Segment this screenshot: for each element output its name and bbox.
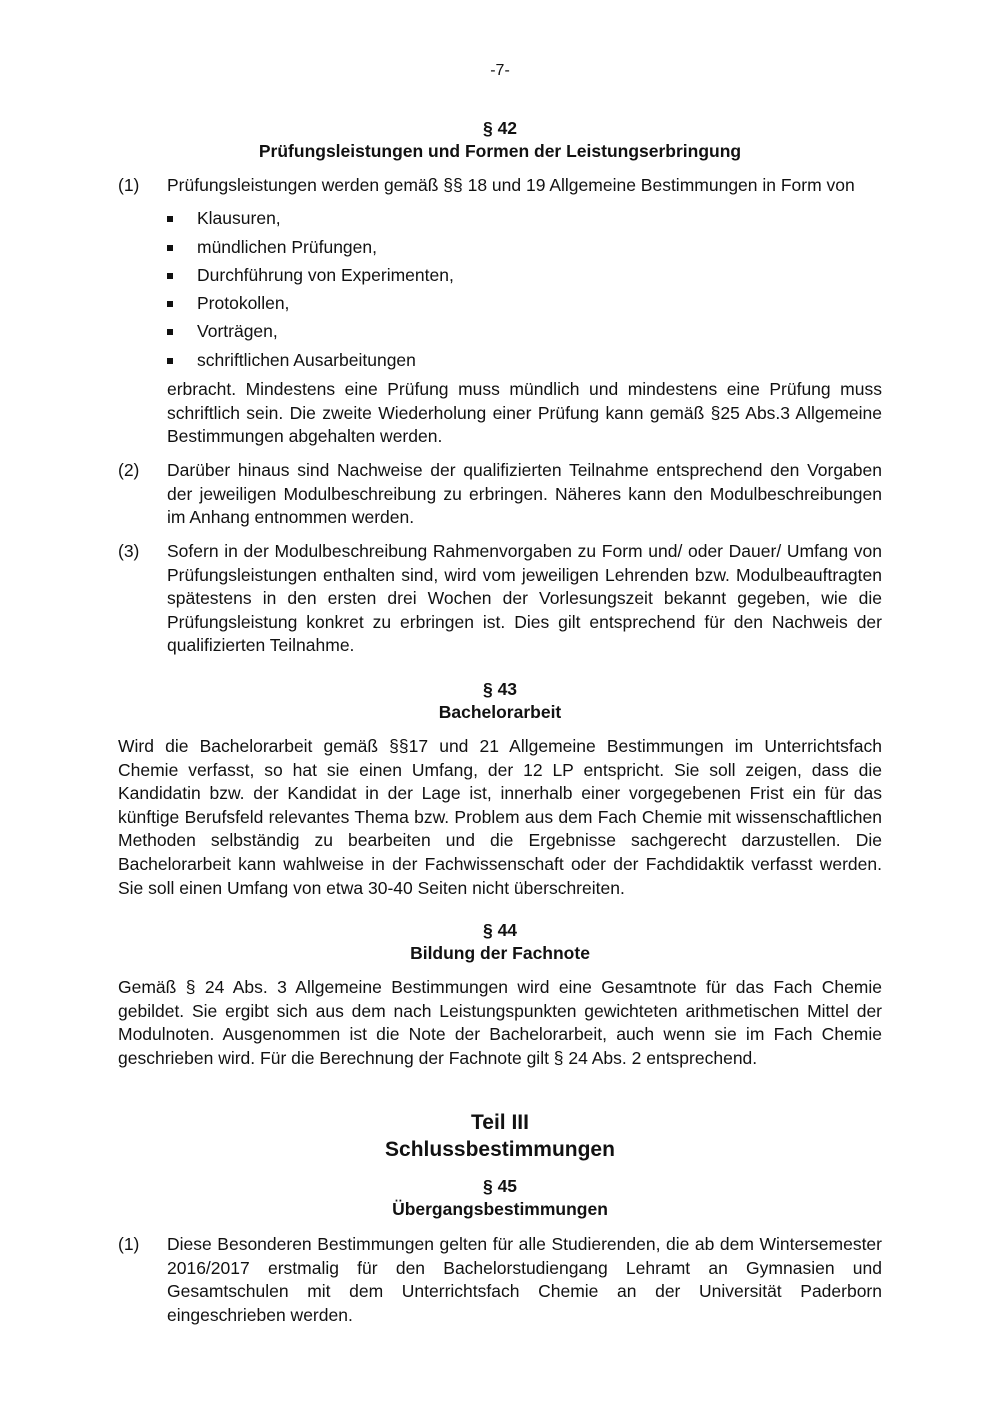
bullet-icon <box>167 216 173 222</box>
s42-p1-number: (1) <box>118 175 140 195</box>
s45-p1-number: (1) <box>118 1234 140 1254</box>
s42-p2-number: (2) <box>118 460 140 480</box>
list-item-text: Klausuren, <box>197 208 281 228</box>
section-44-number: § 44 <box>482 920 518 940</box>
s42-p3-text: Sofern in der Modulbeschreibung Rahmenvorgaben zu Form und/ oder Dauer/ Umfang von Prüfungsleistungen enthalten sind, wird vom jeweiligen Lehrenden bzw. Modulbeauftragten spätestens in den ersten drei Wochen der Vorlesungszeit bekannt gegeben, wie die Prüfungsleistung konkret zu erbringen ist. Dies gilt entsprechend für den Nachweis der qualifizierten Teilnahme. <box>167 541 882 656</box>
bullet-icon <box>167 301 173 307</box>
list-item-text: schriftlichen Ausarbeitungen <box>197 350 416 370</box>
section-45-title: Übergangsbestimmungen <box>392 1199 608 1219</box>
list-item-text: Durchführung von Experimenten, <box>197 265 454 285</box>
bullet-icon <box>167 245 173 251</box>
s42-p1-intro: Prüfungsleistungen werden gemäß §§ 18 und 19 Allgemeine Bestimmungen in Form von <box>167 175 855 195</box>
list-item-text: mündlichen Prüfungen, <box>197 237 377 257</box>
part-subtitle: Schlussbestimmungen <box>385 1138 615 1161</box>
s42-p2-text: Darüber hinaus sind Nachweise der qualifizierten Teilnahme entsprechend den Vorgaben der jeweiligen Modulbeschreibung zu erbringen. Näheres kann den Modulbeschreibungen im Anhang entnommen werden. <box>167 460 882 528</box>
bullet-icon <box>167 273 173 279</box>
list-item-text: Vorträgen, <box>197 321 278 341</box>
section-44-title: Bildung der Fachnote <box>410 943 590 963</box>
section-42-number: § 42 <box>482 118 518 138</box>
part-title: Teil III <box>471 1111 529 1134</box>
s42-p3-number: (3) <box>118 541 140 561</box>
section-45-number: § 45 <box>482 1176 518 1196</box>
s45-p1-text: Diese Besonderen Bestimmungen gelten für alle Studierenden, die ab dem Wintersemester 2016/2017 erstmalig für den Bachelorstudiengang Lehramt an Gymnasien und Gesamtschulen mit dem Unterrichtsfach Chemie an der Universität Paderborn eingeschrieben werden. <box>167 1234 882 1325</box>
section-43-number: § 43 <box>482 679 518 699</box>
bullet-icon <box>167 329 173 335</box>
s44-text: Gemäß § 24 Abs. 3 Allgemeine Bestimmungen wird eine Gesamtnote für das Fach Chemie gebildet. Sie ergibt sich aus dem nach Leistungspunkten gewichteten arithmetischen Mittel der Modulnoten. Ausgenommen ist die Note der Bachelorarbeit, auch wenn sie im Fach Chemie geschrieben wird. Für die Berechnung der Fachnote gilt § 24 Abs. 2 entsprechend. <box>118 977 882 1068</box>
s42-p1-outro: erbracht. Mindestens eine Prüfung muss mündlich und mindestens eine Prüfung muss schriftlich sein. Die zweite Wiederholung einer Prüfung kann gemäß §25 Abs.3 Allgemeine Bestimmungen abgehalten werden. <box>167 379 882 447</box>
section-42-title: Prüfungsleistungen und Formen der Leistungserbringung <box>258 141 742 161</box>
bullet-icon <box>167 358 173 364</box>
s43-text: Wird die Bachelorarbeit gemäß §§17 und 21 Allgemeine Bestimmungen im Unterrichtsfach Chemie verfasst, so hat sie einen Umfang, der 12 LP entspricht. Sie soll zeigen, dass die Kandidatin bzw. der Kandidat in der Lage ist, innerhalb einer vorgegebenen Frist ein für das künftige Berufsfeld relevantes Thema bzw. Problem aus dem Fach Chemie mit wissenschaftlichen Methoden selbständig zu bearbeiten und die Ergebnisse sachgerecht darzustellen. Die Bachelorarbeit kann wahlweise in der Fachwissenschaft oder der Fachdidaktik verfasst werden. Sie soll einen Umfang von etwa 30-40 Seiten nicht überschreiten. <box>118 736 882 898</box>
list-item-text: Protokollen, <box>197 293 290 313</box>
section-43-title: Bachelorarbeit <box>438 702 562 722</box>
page-number: -7- <box>490 62 510 79</box>
